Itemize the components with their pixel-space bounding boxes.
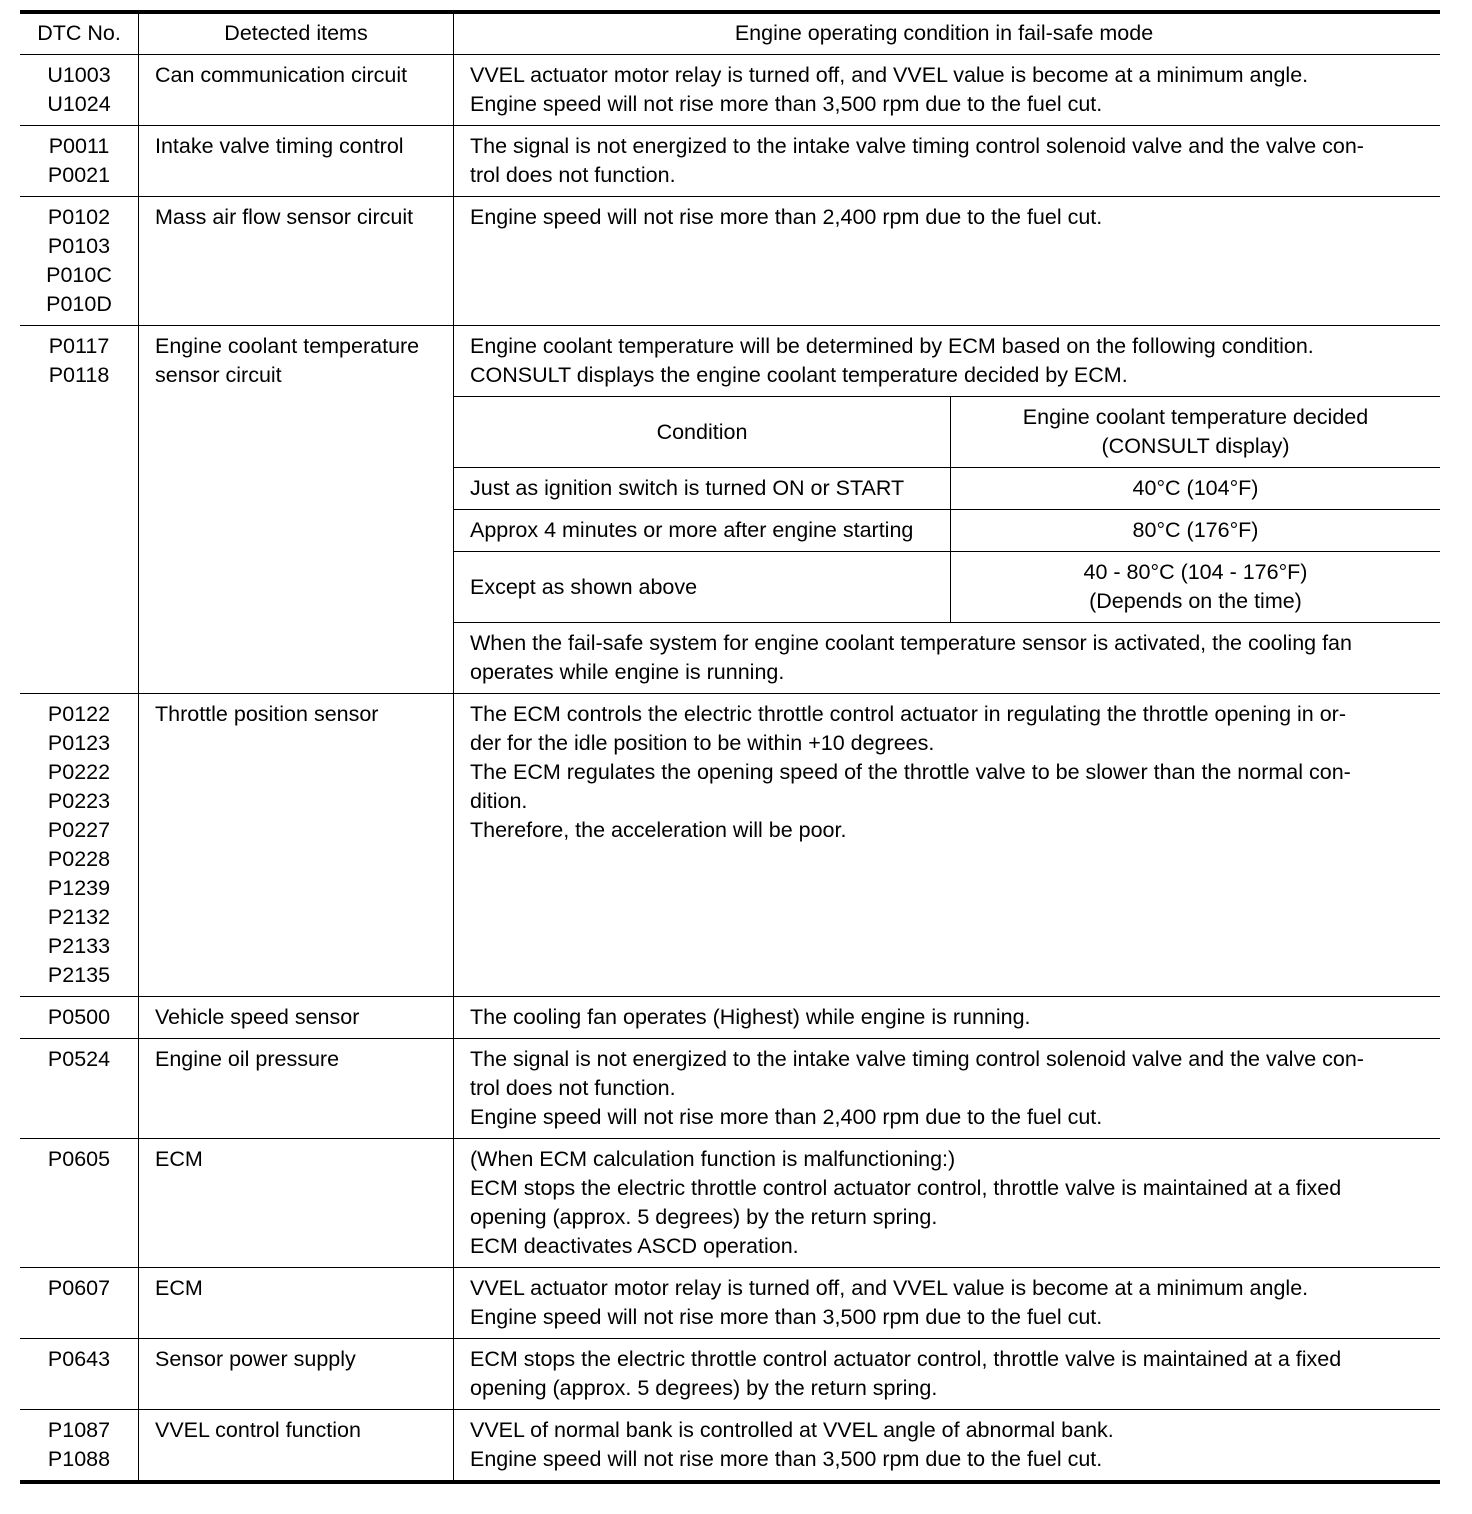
table-row (20, 326, 1440, 694)
condition-line: dition. (470, 789, 528, 813)
fail-safe-condition (454, 55, 1441, 126)
condition-line: ECM stops the electric throttle control actuator control, throttle valve is maintained at a fixed (470, 1176, 1342, 1200)
condition-line: Therefore, the acceleration will be poor. (470, 818, 847, 842)
dtc-code: P2132 (47, 905, 111, 929)
detected-item: Intake valve timing control (139, 126, 454, 197)
dtc-codes (20, 1268, 139, 1339)
subtable-condition: Just as ignition switch is turned ON or START (454, 468, 951, 510)
dtc-code: P0123 (47, 731, 111, 755)
subtable-header-decided (951, 397, 1441, 468)
dtc-code: P1088 (47, 1447, 111, 1471)
dtc-codes (20, 694, 139, 997)
subtable-header-line: Engine coolant temperature decided (1022, 405, 1369, 429)
condition-line: The cooling fan operates (Highest) while engine is running. (470, 1005, 1031, 1029)
coolant-intro (454, 332, 1440, 396)
dtc-code: P0102 (47, 205, 111, 229)
condition-line: The ECM regulates the opening speed of the throttle valve to be slower than the normal con- (470, 760, 1351, 784)
dtc-codes (20, 997, 139, 1039)
subtable-condition: Approx 4 minutes or more after engine starting (454, 510, 951, 552)
subtable-condition: Except as shown above (454, 552, 951, 623)
condition-line: Engine speed will not rise more than 3,500 rpm due to the fuel cut. (470, 92, 1103, 116)
dtc-codes (20, 126, 139, 197)
condition-line: ECM deactivates ASCD operation. (470, 1234, 799, 1258)
dtc-code: P0605 (47, 1147, 111, 1171)
table-row (20, 1339, 1440, 1410)
coolant-temperature-subtable (454, 396, 1440, 622)
condition-line: Engine speed will not rise more than 3,500 rpm due to the fuel cut. (470, 1447, 1103, 1471)
detected-item: VVEL control function (139, 1410, 454, 1483)
detected-item (139, 326, 454, 694)
condition-line: Engine speed will not rise more than 2,400 rpm due to the fuel cut. (470, 1105, 1103, 1129)
dtc-codes (20, 1139, 139, 1268)
table-row (20, 197, 1440, 326)
subtable-value-line: (Depends on the time) (1089, 589, 1302, 613)
dtc-codes (20, 197, 139, 326)
table-row (20, 1268, 1440, 1339)
subtable-row (454, 510, 1440, 552)
subtable-value (951, 552, 1441, 623)
condition-line: Engine speed will not rise more than 3,500 rpm due to the fuel cut. (470, 1305, 1103, 1329)
dtc-code: P0222 (47, 760, 111, 784)
dtc-code: P010D (46, 292, 112, 316)
table-row (20, 1410, 1440, 1483)
dtc-code: P0021 (47, 163, 111, 187)
condition-line: opening (approx. 5 degrees) by the return spring. (470, 1376, 938, 1400)
dtc-code: P010C (46, 263, 112, 287)
condition-line: trol does not function. (470, 1076, 676, 1100)
condition-line: The signal is not energized to the intake valve timing control solenoid valve and the valve con- (470, 134, 1364, 158)
table-row (20, 1139, 1440, 1268)
fail-safe-condition (454, 1268, 1441, 1339)
condition-line: ECM stops the electric throttle control actuator control, throttle valve is maintained at a fixed (470, 1347, 1342, 1371)
dtc-code: P0118 (48, 363, 110, 387)
condition-line: (When ECM calculation function is malfunctioning:) (470, 1147, 956, 1171)
table-row (20, 1039, 1440, 1139)
fail-safe-condition (454, 326, 1441, 694)
table-row (20, 694, 1440, 997)
detected-item: Can communication circuit (139, 55, 454, 126)
dtc-codes (20, 1339, 139, 1410)
fail-safe-condition (454, 197, 1441, 326)
fail-safe-condition (454, 694, 1441, 997)
condition-line: VVEL of normal bank is controlled at VVEL angle of abnormal bank. (470, 1418, 1114, 1442)
condition-line: Engine speed will not rise more than 2,400 rpm due to the fuel cut. (470, 205, 1103, 229)
condition-line: CONSULT displays the engine coolant temperature decided by ECM. (470, 363, 1128, 387)
dtc-code: P2135 (47, 963, 111, 987)
detected-item: Mass air flow sensor circuit (139, 197, 454, 326)
dtc-code: U1024 (47, 92, 111, 116)
dtc-code: P1087 (47, 1418, 111, 1442)
header-dtc-no: DTC No. (20, 12, 139, 55)
dtc-code: U1003 (47, 63, 111, 87)
header-detected-items: Detected items (139, 12, 454, 55)
detected-item: Sensor power supply (139, 1339, 454, 1410)
condition-line: The signal is not energized to the intake valve timing control solenoid valve and the valve con- (470, 1047, 1364, 1071)
condition-line: der for the idle position to be within +10 degrees. (470, 731, 935, 755)
detected-item: ECM (139, 1139, 454, 1268)
dtc-codes (20, 1410, 139, 1483)
dtc-code: P2133 (47, 934, 111, 958)
fail-safe-condition (454, 1039, 1441, 1139)
dtc-code: P0117 (48, 334, 110, 358)
condition-line: trol does not function. (470, 163, 676, 187)
fail-safe-condition (454, 1410, 1441, 1483)
detected-item: ECM (139, 1268, 454, 1339)
detected-item: Throttle position sensor (139, 694, 454, 997)
subtable-value (951, 510, 1441, 552)
dtc-code: P0228 (47, 847, 111, 871)
detected-item: Engine oil pressure (139, 1039, 454, 1139)
condition-line: VVEL actuator motor relay is turned off, and VVEL value is become at a minimum angle. (470, 1276, 1309, 1300)
condition-line: When the fail-safe system for engine coolant temperature sensor is activated, the cooling fan (470, 631, 1352, 655)
condition-line: VVEL actuator motor relay is turned off, and VVEL value is become at a minimum angle. (470, 63, 1309, 87)
condition-line: Engine coolant temperature will be determined by ECM based on the following condition. (470, 334, 1314, 358)
subtable-row (454, 468, 1440, 510)
subtable-value-line: 80°C (176°F) (1132, 518, 1259, 542)
subtable-value-line: 40°C (104°F) (1132, 476, 1259, 500)
detected-item-line: sensor circuit (155, 363, 282, 387)
dtc-code: P0524 (47, 1047, 111, 1071)
dtc-codes (20, 55, 139, 126)
fail-safe-condition (454, 126, 1441, 197)
subtable-header-row (454, 397, 1440, 468)
header-fail-safe-condition: Engine operating condition in fail-safe mode (454, 12, 1441, 55)
dtc-codes (20, 326, 139, 694)
subtable-header-condition: Condition (454, 397, 951, 468)
table-header-row (20, 12, 1440, 55)
dtc-code: P0223 (47, 789, 111, 813)
dtc-code: P1239 (47, 876, 111, 900)
dtc-codes (20, 1039, 139, 1139)
dtc-code: P0227 (47, 818, 111, 842)
fail-safe-table-wrapper (20, 10, 1440, 1484)
subtable-header-line: (CONSULT display) (1101, 434, 1290, 458)
condition-line: operates while engine is running. (470, 660, 785, 684)
dtc-code: P0011 (48, 134, 110, 158)
dtc-code: P0122 (47, 702, 111, 726)
detected-item-line: Engine coolant temperature (155, 334, 420, 358)
subtable-value (951, 468, 1441, 510)
table-row (20, 126, 1440, 197)
coolant-outro (454, 622, 1440, 693)
fail-safe-condition (454, 1139, 1441, 1268)
fail-safe-condition (454, 997, 1441, 1039)
fail-safe-condition (454, 1339, 1441, 1410)
dtc-code: P0643 (47, 1347, 111, 1371)
fail-safe-table (20, 10, 1440, 1484)
table-row (20, 55, 1440, 126)
subtable-value-line: 40 - 80°C (104 - 176°F) (1083, 560, 1308, 584)
detected-item: Vehicle speed sensor (139, 997, 454, 1039)
dtc-code: P0500 (47, 1005, 111, 1029)
condition-line: The ECM controls the electric throttle control actuator in regulating the throttle opening in or- (470, 702, 1346, 726)
dtc-code: P0607 (47, 1276, 111, 1300)
table-row (20, 997, 1440, 1039)
subtable-row (454, 552, 1440, 623)
condition-line: opening (approx. 5 degrees) by the return spring. (470, 1205, 938, 1229)
dtc-code: P0103 (47, 234, 111, 258)
